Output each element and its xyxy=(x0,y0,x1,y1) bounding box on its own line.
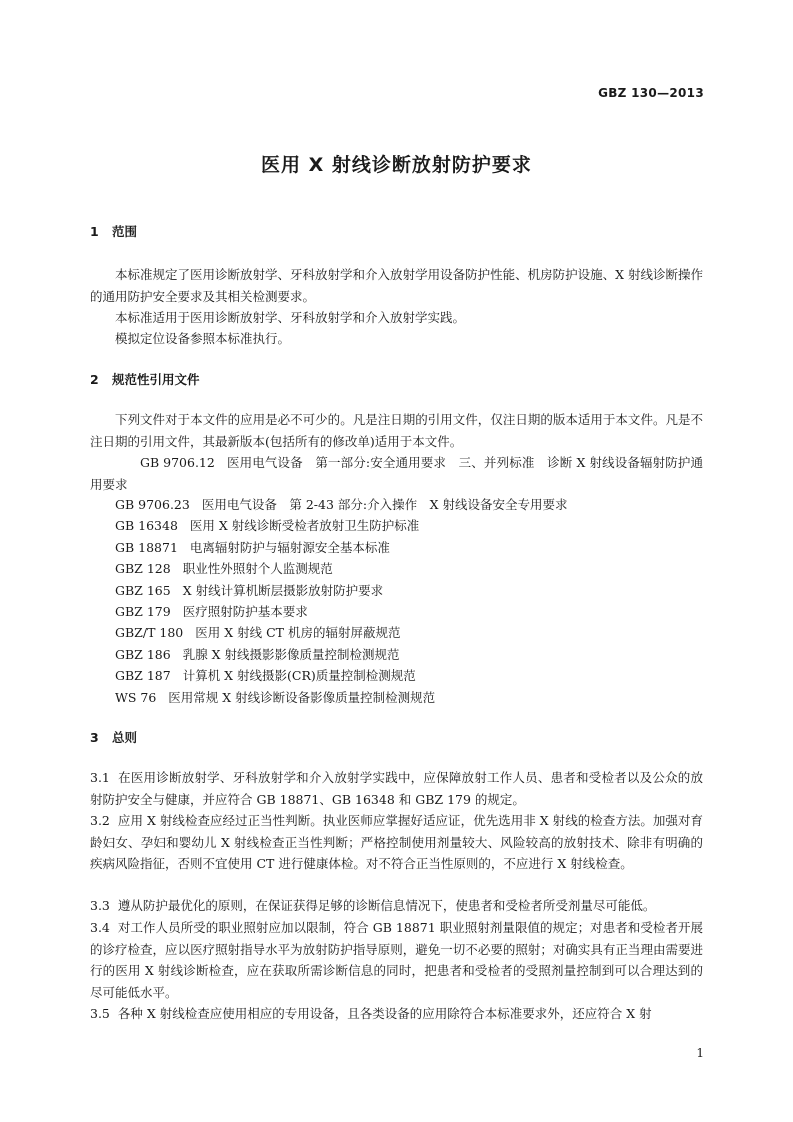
reference-code: GBZ 187 xyxy=(115,668,171,683)
clause-text: 遵从防护最优化的原则，在保证获得足够的诊断信息情况下，使患者和受检者所受剂量尽可能低。 xyxy=(117,898,656,913)
reference-name: 乳腺 X 射线摄影影像质量控制检测规范 xyxy=(182,647,400,662)
section-number: 2 xyxy=(90,372,99,387)
reference-name: 职业性外照射个人监测规范 xyxy=(182,561,333,576)
reference-name: 医用常规 X 射线诊断设备影像质量控制检测规范 xyxy=(168,690,436,705)
clause-number: 3.5 xyxy=(90,1006,110,1021)
reference-item xyxy=(115,494,703,516)
reference-item xyxy=(90,452,703,495)
reference-item xyxy=(115,644,703,666)
reference-item xyxy=(115,665,703,687)
reference-item xyxy=(115,687,703,709)
reference-item xyxy=(115,580,703,602)
section-heading-normative-references xyxy=(90,370,200,388)
reference-name: 医用电气设备 第 2-43 部分:介入操作 X 射线设备安全专用要求 xyxy=(201,497,568,512)
references-intro: 下列文件对于本文件的应用是必不可少的。凡是注日期的引用文件，仅注日期的版本适用于本文件。凡是不注日期的引用文件，其最新版本(包括所有的修改单)适用于本文件。 xyxy=(90,412,703,449)
section-number: 1 xyxy=(90,224,99,239)
reference-code: GB 16348 xyxy=(115,518,178,533)
clause-number: 3.1 xyxy=(90,770,110,785)
reference-name: 电离辐射防护与辐射源安全基本标准 xyxy=(189,540,390,555)
reference-name: 医用电气设备 第一部分:安全通用要求 三、并列标准 诊断 X 射线设备辐射防护通用要求 xyxy=(90,455,703,492)
section-title: 范围 xyxy=(112,224,138,239)
clause-number: 3.4 xyxy=(90,920,110,935)
reference-item xyxy=(115,537,703,559)
standard-code: GBZ 130—2013 xyxy=(598,86,704,100)
reference-code: GB 9706.12 xyxy=(140,455,215,470)
clause-text: 各种 X 射线检查应使用相应的专用设备，且各类设备的应用除符合本标准要求外，还应符合 X 射 xyxy=(117,1006,652,1021)
scope-paragraph: 本标准适用于医用诊断放射学、牙科放射学和介入放射学实践。 xyxy=(115,310,466,325)
section-title: 规范性引用文件 xyxy=(112,372,200,387)
clause-paragraph xyxy=(90,895,703,917)
reference-code: GB 9706.23 xyxy=(115,497,190,512)
reference-code: GB 18871 xyxy=(115,540,178,555)
section-number: 3 xyxy=(90,730,99,745)
reference-item xyxy=(115,515,703,537)
clause-paragraph xyxy=(90,917,703,1003)
reference-code: GBZ 179 xyxy=(115,604,171,619)
section-heading-scope xyxy=(90,222,137,240)
reference-code: GBZ/T 180 xyxy=(115,625,184,640)
section-title: 总则 xyxy=(112,730,138,745)
clause-paragraph xyxy=(90,810,703,875)
clause-number: 3.2 xyxy=(90,813,110,828)
reference-name: 计算机 X 射线摄影(CR)质量控制检测规范 xyxy=(182,668,416,683)
reference-code: WS 76 xyxy=(115,690,157,705)
reference-name: 医用 X 射线 CT 机房的辐射屏蔽规范 xyxy=(195,625,401,640)
clause-paragraph xyxy=(90,767,703,810)
reference-code: GBZ 186 xyxy=(115,647,171,662)
reference-name: 医疗照射防护基本要求 xyxy=(182,604,308,619)
scope-paragraph: 模拟定位设备参照本标准执行。 xyxy=(115,331,291,346)
clause-number: 3.3 xyxy=(90,898,110,913)
reference-item xyxy=(115,622,703,644)
reference-item xyxy=(115,601,703,623)
clause-text: 在医用诊断放射学、牙科放射学和介入放射学实践中，应保障放射工作人员、患者和受检者以及公众的放射防护安全与健康，并应符合 GB 18871、GB 16348 和 GBZ 179 的规定。 xyxy=(90,770,703,807)
reference-name: 医用 X 射线诊断受检者放射卫生防护标准 xyxy=(189,518,420,533)
clause-text: 对工作人员所受的职业照射应加以限制，符合 GB 18871 职业照射剂量限值的规定；对患者和受检者开展的诊疗检查，应以医疗照射指导水平为放射防护指导原则，避免一切不必要的照射；对确实具有正当理由需要进行的医用 X 射线诊断检查，应在获取所需诊断信息的同时，把患者和受检者的受照剂量控制到可以合理达到的尽可能低水平。 xyxy=(90,920,703,1000)
reference-item xyxy=(115,558,703,580)
reference-name: X 射线计算机断层摄影放射防护要求 xyxy=(182,583,384,598)
reference-code: GBZ 128 xyxy=(115,561,171,576)
clause-paragraph xyxy=(90,1003,703,1025)
page-number: 1 xyxy=(696,1046,704,1060)
clause-text: 应用 X 射线检查应经过正当性判断。执业医师应掌握好适应证，优先选用非 X 射线的检查方法。加强对育龄妇女、孕妇和婴幼儿 X 射线检查正当性判断；严格控制使用剂量较大、风险较高的放射技术、除非有明确的疾病风险指征，否则不宜使用 CT 进行健康体检。对不符合正当性原则的，不应进行 X 射线检查。 xyxy=(90,813,703,871)
scope-paragraph: 本标准规定了医用诊断放射学、牙科放射学和介入放射学用设备防护性能、机房防护设施、X 射线诊断操作的通用防护安全要求及其相关检测要求。 xyxy=(90,267,703,304)
reference-code: GBZ 165 xyxy=(115,583,171,598)
document-title: 医用 X 射线诊断放射防护要求 xyxy=(261,154,532,176)
section-heading-general-principles xyxy=(90,728,137,746)
